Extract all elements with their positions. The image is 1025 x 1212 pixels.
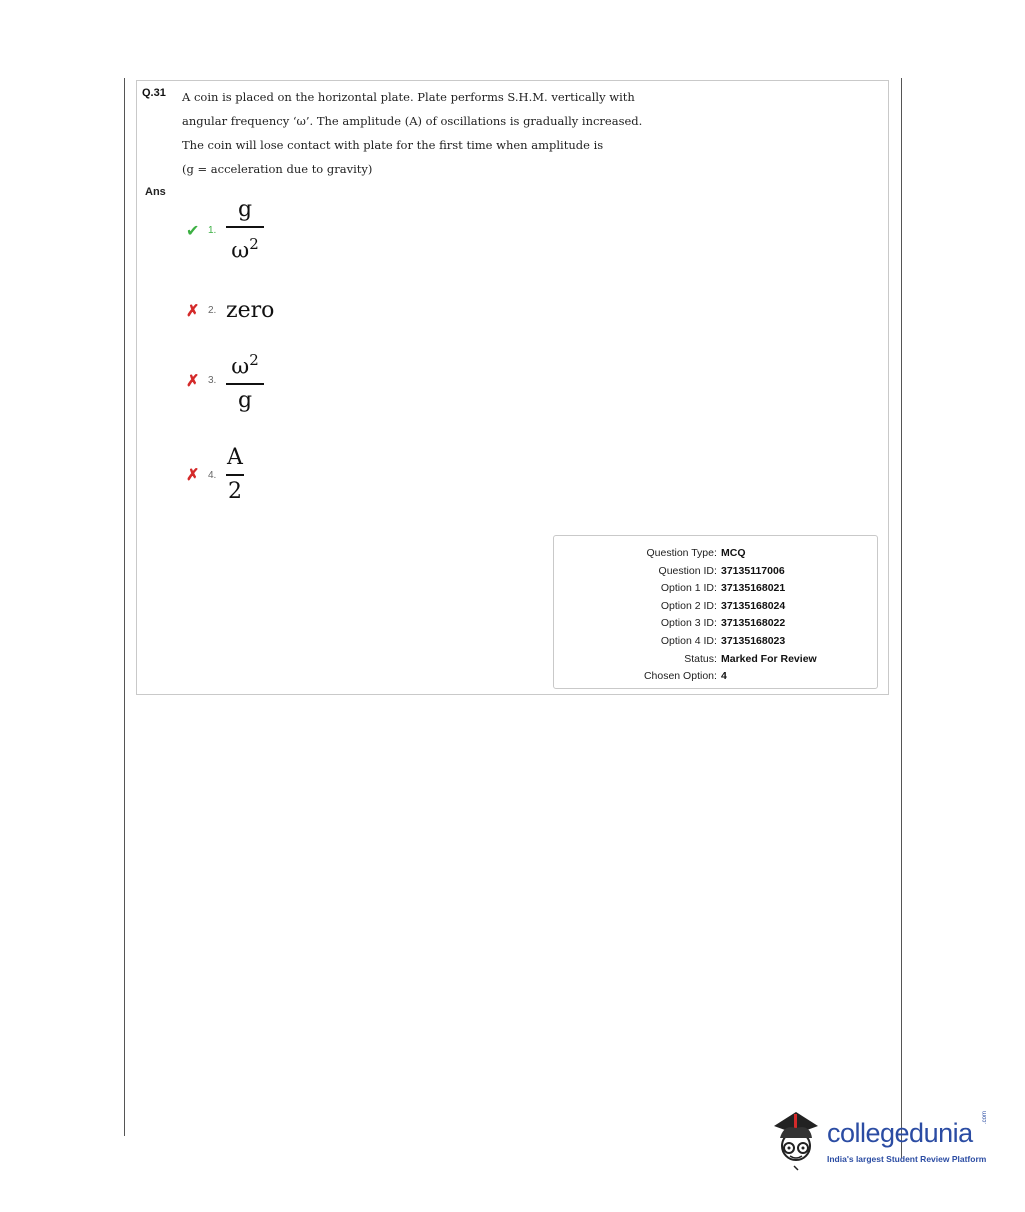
option-number: 2. — [208, 305, 217, 316]
option-number: 4. — [208, 469, 217, 481]
fraction-bar — [226, 226, 264, 228]
option-1-fraction — [226, 198, 264, 263]
question-info-panel — [553, 535, 878, 689]
question-line: (g = acceleration due to gravity) — [182, 162, 373, 176]
question-text — [182, 88, 682, 184]
denominator: g — [237, 388, 253, 414]
numerator: g — [237, 197, 253, 222]
fraction-bar — [226, 474, 244, 476]
page-left-rule — [124, 78, 125, 1136]
mascot-icon — [766, 1104, 826, 1174]
option-number: 3. — [208, 375, 217, 387]
option-3-fraction — [226, 348, 264, 413]
fraction-bar — [226, 383, 264, 385]
denominator: 2 — [228, 479, 242, 504]
brand-suffix: .com — [982, 1110, 988, 1124]
option-2[interactable] — [186, 298, 274, 323]
brand-tagline: India's largest Student Review Platform — [827, 1154, 987, 1164]
question-line: A coin is placed on the horizontal plate. Plate performs S.H.M. vertically with — [182, 90, 635, 104]
check-icon: ✔ — [186, 222, 200, 240]
info-row: Question ID : 37135117006 — [658, 564, 785, 577]
info-row: Option 3 ID : 37135168022 — [660, 617, 786, 630]
denominator: $\omega^2$ — [231, 235, 259, 264]
option-number: 1. — [208, 225, 217, 237]
option-3[interactable] — [186, 348, 264, 413]
info-row: Option 4 ID : 37135168023 — [660, 634, 786, 647]
option-4[interactable] — [186, 446, 244, 504]
numerator: A — [227, 445, 243, 470]
question-number: Q.31 — [142, 87, 166, 99]
question-line: angular frequency ‘ω’. The amplitude (A) of oscillations is gradually increased. — [182, 114, 643, 128]
option-4-fraction — [226, 446, 244, 504]
option-1[interactable] — [186, 198, 264, 263]
info-row: Option 2 ID : 37135168024 — [660, 599, 786, 612]
brand-wordmark: collegedunia — [827, 1118, 973, 1148]
answer-label: Ans — [145, 186, 166, 198]
question-line: The coin will lose contact with plate for the first time when amplitude is — [182, 138, 604, 152]
info-row: Status : Marked For Review — [684, 652, 817, 665]
cross-icon: ✗ — [186, 372, 200, 390]
info-row: Option 1 ID : 37135168021 — [660, 582, 786, 595]
numerator: $\omega^2$ — [231, 351, 259, 380]
info-row: Question Type : MCQ — [646, 547, 746, 559]
cross-icon: ✗ — [186, 467, 200, 484]
option-2-text: zero — [226, 298, 275, 323]
cross-icon: ✗ — [186, 302, 200, 320]
info-row: Chosen Option : 4 — [643, 670, 727, 683]
page-right-rule — [901, 78, 902, 1158]
